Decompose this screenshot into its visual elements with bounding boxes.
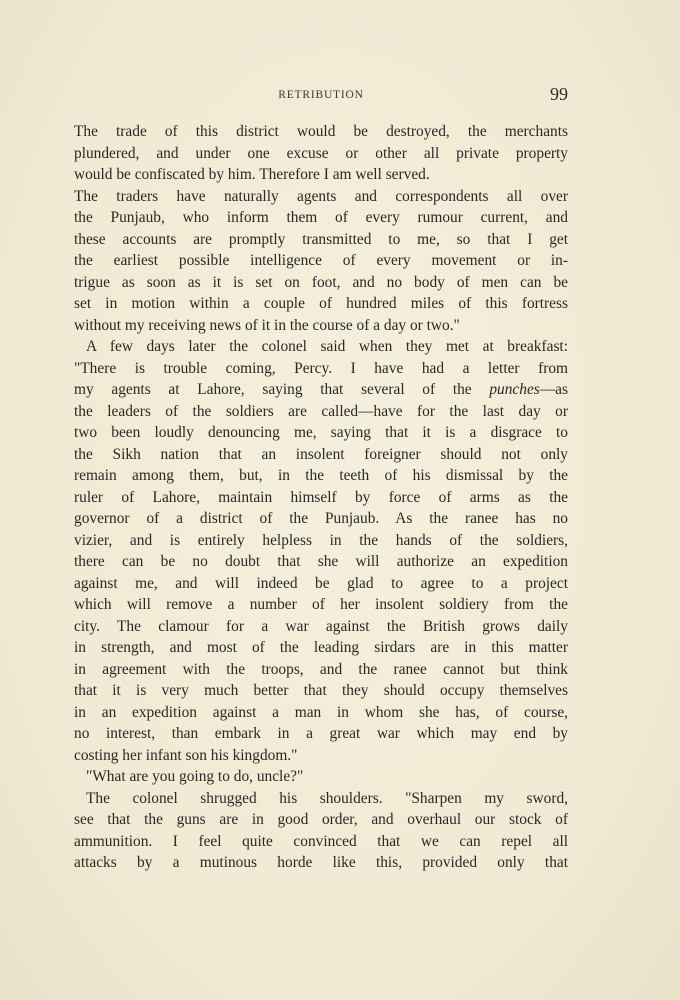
text-line: governor of a district of the Punjaub. As the ranee has no [74, 510, 568, 527]
text-line: plundered, and under one excuse or other all private property [74, 144, 568, 162]
text-line: "What are you going to do, uncle?" [86, 768, 304, 785]
text-line: no interest, than embark in a great war which may end by [74, 725, 568, 742]
text-segment: —as [539, 381, 568, 398]
text-line: that it is very much better that they should occupy themselves [74, 682, 568, 699]
text-line: against me, and will indeed be glad to agree to a project [74, 574, 568, 592]
text-line: in strength, and most of the leading sirdars are in this matter [74, 639, 568, 656]
text-line: set in motion within a couple of hundred miles of this fortress [74, 295, 568, 312]
page-number: 99 [550, 84, 568, 104]
page-header [74, 86, 568, 106]
text-line: trigue as soon as it is set on foot, and no body of men can be [74, 273, 568, 291]
text-line: two been loudly denouncing me, saying that it is a disgrace to [74, 424, 568, 441]
text-line: city. The clamour for a war against the British grows daily [74, 617, 568, 635]
text-segment: my agents at Lahore, saying that several of the [74, 381, 490, 398]
text-line: remain among them, but, in the teeth of his dismissal by the [74, 467, 568, 484]
text-line: The traders have naturally agents and correspondents all over [74, 187, 568, 205]
text-line: the earliest possible intelligence of every movement or in- [74, 252, 568, 269]
text-line: would be confiscated by him. Therefore I am well served. [74, 166, 430, 183]
text-line: the Punjaub, who inform them of every rumour current, and [74, 209, 568, 226]
text-line: without my receiving news of it in the course of a day or two." [74, 316, 460, 334]
text-line: ammunition. I feel quite convinced that we can repel all [74, 832, 568, 850]
text-line: The colonel shrugged his shoulders. "Sharpen my sword, [86, 789, 568, 807]
text-line: "There is trouble coming, Percy. I have had a letter from [74, 359, 568, 377]
text-line: the Sikh nation that an insolent foreigner should not only [74, 445, 568, 463]
text-line: there can be no doubt that she will authorize an expedition [74, 553, 568, 570]
text-line: see that the guns are in good order, and overhaul our stock of [74, 811, 568, 828]
text-line: attacks by a mutinous horde like this, provided only that [74, 854, 568, 871]
text-line: the leaders of the soldiers are called—have for the last day or [74, 402, 568, 420]
text-line: A few days later the colonel said when they met at breakfast: [86, 338, 568, 355]
text-line: ruler of Lahore, maintain himself by force of arms as the [74, 488, 568, 506]
text-line: in agreement with the troops, and the ranee cannot but think [74, 660, 568, 678]
text-line: these accounts are promptly transmitted to me, so that I get [74, 230, 568, 248]
text-line-with-italic [74, 379, 568, 401]
text-line: in an expedition against a man in whom she has, of course, [74, 703, 568, 721]
running-head: RETRIBUTION [278, 89, 364, 101]
text-line: which will remove a number of her insolent soldiery from the [74, 596, 568, 613]
text-line: The trade of this district would be destroyed, the merchants [74, 123, 568, 140]
text-line: vizier, and is entirely helpless in the hands of the soldiers, [74, 531, 568, 549]
text-line: costing her infant son his kingdom." [74, 746, 298, 764]
body-text [74, 121, 568, 874]
italic-word: punches [489, 381, 540, 398]
